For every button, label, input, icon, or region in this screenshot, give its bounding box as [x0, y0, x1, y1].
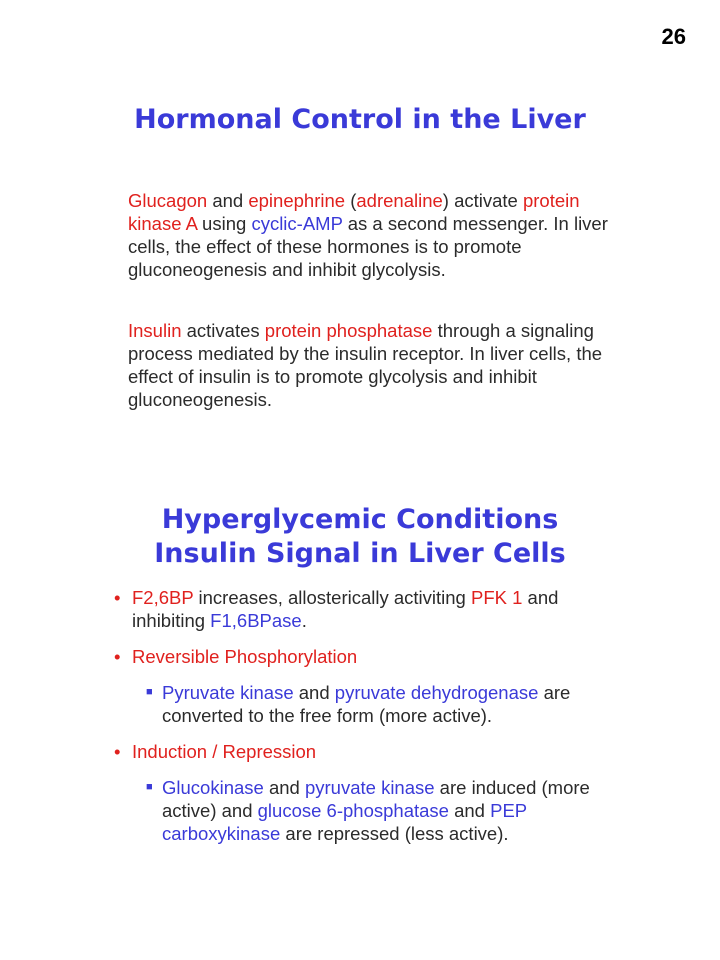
term-pyruvate-kinase: pyruvate kinase: [304, 777, 435, 798]
text-segment: increases, allosterically activiting: [193, 587, 471, 608]
text-segment: are converted to the free form (more active).: [162, 682, 571, 726]
subbullet-marker: ■: [146, 686, 153, 698]
term-epinephrine: epinephrine: [248, 190, 346, 211]
subbullet-pyruvate-kinase: [146, 681, 612, 727]
term-protein-kinase-a: protein kinase A: [128, 190, 580, 234]
text-segment: ) activate: [442, 190, 523, 211]
term-adrenaline: adrenaline: [356, 190, 443, 211]
bullet-marker: •: [114, 646, 121, 667]
term-cyclic-amp: cyclic-AMP: [251, 213, 343, 234]
bullet-reversible-phosphorylation: [114, 645, 602, 668]
slide-title-hyperglycemic: [0, 503, 720, 571]
paragraph-insulin: [128, 319, 628, 411]
slide-title-hormonal-control: Hormonal Control in the Liver: [134, 104, 586, 135]
term-pfk1: PFK 1: [470, 587, 523, 608]
text-segment: and: [448, 800, 491, 821]
term-pyruvate-kinase: Pyruvate kinase: [162, 682, 294, 703]
page-number: 26: [661, 24, 686, 49]
bullet-label: Induction / Repression: [132, 741, 317, 762]
term-protein-phosphatase: protein phosphatase: [264, 320, 433, 341]
text-segment: and: [263, 777, 305, 798]
text-segment: are repressed (less active).: [280, 823, 509, 844]
term-glucokinase: Glucokinase: [162, 777, 264, 798]
text-segment: using: [196, 213, 252, 234]
text-segment: activates: [181, 320, 265, 341]
text-segment: and inhibiting: [132, 587, 559, 631]
title-line-2: Insulin Signal in Liver Cells: [154, 538, 566, 569]
bullet-label: Reversible Phosphorylation: [132, 646, 358, 667]
text-segment: and: [293, 682, 335, 703]
text-segment: .: [301, 610, 307, 631]
text-segment: as a second messenger. In liver cells, the effect of these hormones is to promote gluconeogenesis and inhibit glycolysis.: [128, 213, 608, 280]
term-pyruvate-dehydrogenase: pyruvate dehydrogenase: [334, 682, 539, 703]
bullet-induction-repression: [114, 740, 602, 763]
term-pep-carboxykinase: PEP carboxykinase: [162, 800, 527, 844]
text-segment: are induced (more active) and: [162, 777, 590, 821]
term-f26bp: F2,6BP: [132, 587, 194, 608]
title-line-1: Hyperglycemic Conditions: [161, 504, 559, 535]
bullet-marker: •: [114, 741, 121, 762]
subbullet-glucokinase: [146, 776, 612, 845]
term-insulin: Insulin: [128, 320, 182, 341]
bullet-marker: •: [114, 587, 121, 608]
subbullet-marker: ■: [146, 781, 153, 793]
bullet-f26bp: [114, 586, 602, 632]
term-f16bpase: F1,6BPase: [210, 610, 302, 631]
paragraph-glucagon: [128, 189, 628, 281]
term-glucose-6-phosphatase: glucose 6-phosphatase: [257, 800, 449, 821]
term-glucagon: Glucagon: [128, 190, 208, 211]
text-segment: (: [345, 190, 357, 211]
text-segment: through a signaling process mediated by the insulin receptor. In liver cells, the effect of insulin is to promote glycolysis and inhibit gluconeogenesis.: [128, 320, 603, 410]
text-segment: and: [207, 190, 249, 211]
